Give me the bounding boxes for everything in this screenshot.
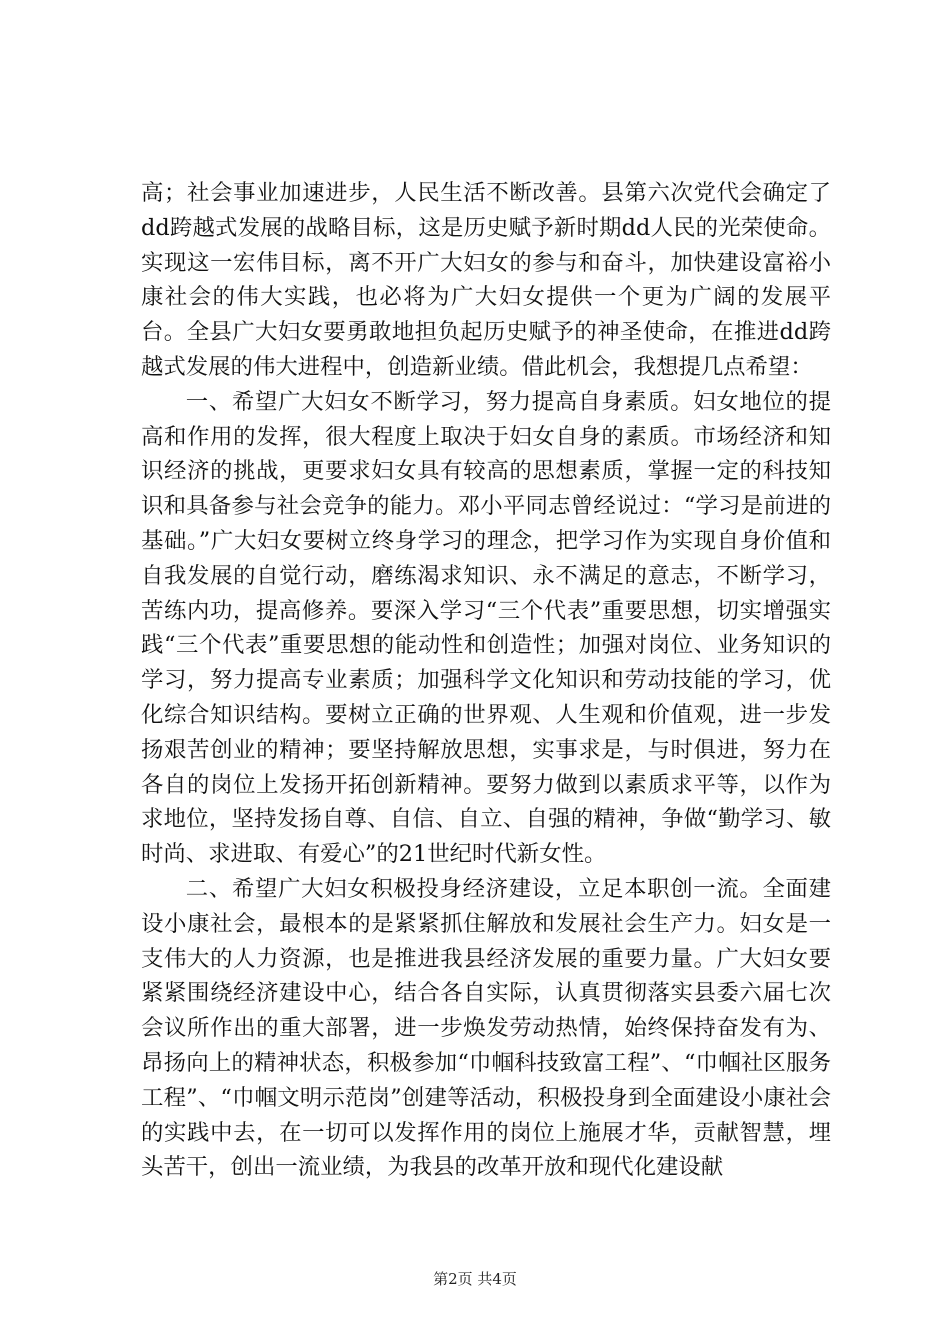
page-number-label: 第2页 共4页	[433, 1270, 517, 1288]
page-footer	[0, 1268, 950, 1289]
paragraph-hope-2: 二、希望广大妇女积极投身经济建设，立足本职创一流。全面建设小康社会，最根本的是紧紧抓住解放和发展社会生产力。妇女是一支伟大的人力资源，也是推进我县经济发展的重要力量。广大妇女要紧紧围绕经济建设中心，结合各自实际，认真贯彻落实县委六届七次会议所作出的重大部署，进一步焕发劳动热情，始终保持奋发有为、昂扬向上的精神状态，积极参加“巾帼科技致富工程”、“巾帼社区服务工程”、“巾帼文明示范岗”创建等活动，积极投身到全面建设小康社会的实践中去，在一切可以发挥作用的岗位上施展才华，贡献智慧，埋头苦干，创出一流业绩，为我县的改革开放和现代化建设献	[141, 875, 831, 1181]
document-body	[141, 176, 831, 1185]
paragraph-continuation: 高；社会事业加速进步，人民生活不断改善。县第六次党代会确定了dd跨越式发展的战略目标，这是历史赋予新时期dd人民的光荣使命。实现这一宏伟目标，离不开广大妇女的参与和奋斗，加快建设富裕小康社会的伟大实践，也必将为广大妇女提供一个更为广阔的发展平台。全县广大妇女要勇敢地担负起历史赋予的神圣使命，在推进dd跨越式发展的伟大进程中，创造新业绩。借此机会，我想提几点希望：	[141, 180, 831, 380]
paragraph-hope-1: 一、希望广大妇女不断学习，努力提高自身素质。妇女地位的提高和作用的发挥，很大程度上取决于妇女自身的素质。市场经济和知识经济的挑战，更要求妇女具有较高的思想素质，掌握一定的科技知识和具备参与社会竞争的能力。邓小平同志曾经说过：“学习是前进的基础。”广大妇女要树立终身学习的理念，把学习作为实现自身价值和自我发展的自觉行动，磨练渴求知识、永不满足的意志，不断学习，苦练内功，提高修养。要深入学习“三个代表”重要思想，切实增强实践“三个代表”重要思想的能动性和创造性；加强对岗位、业务知识的学习，努力提高专业素质；加强科学文化知识和劳动技能的学习，优化综合知识结构。要树立正确的世界观、人生观和价值观，进一步发扬艰苦创业的精神；要坚持解放思想，实事求是，与时俱进，努力在各自的岗位上发扬开拓创新精神。要努力做到以素质求平等，以作为求地位，坚持发扬自尊、自信、自立、自强的精神，争做“勤学习、敏时尚、求进取、有爱心”的21世纪时代新女性。	[141, 388, 831, 868]
